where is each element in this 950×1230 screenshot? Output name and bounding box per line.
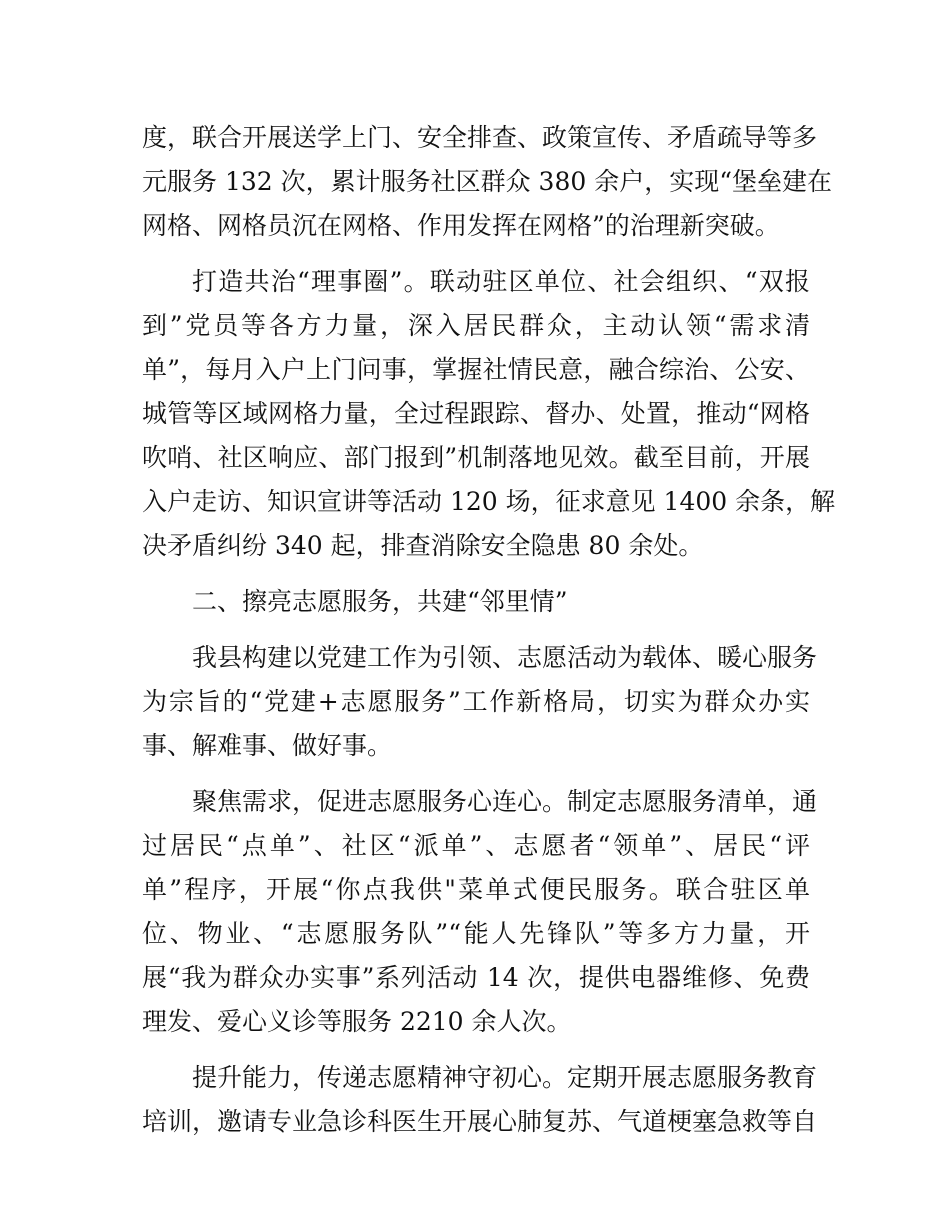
text-line: 单”，每月入户上门问事，掌握社情民意，融合综治、公安、 [142,355,810,384]
section-heading [142,580,810,624]
text-line: 度，联合开展送学上门、安全排查、政策宣传、矛盾疏导等多 [142,123,818,152]
text-line: 元服务 132 次，累计服务社区群众 380 余户，实现“堡垒建在 [142,167,833,196]
text-line: 到”党员等各方力量，深入居民群众，主动认领“需求清 [142,311,810,340]
document-body [142,116,836,1144]
text-line: 位、物业、“志愿服务队”“能人先锋队”等多方力量，开 [142,919,810,948]
text-line: 城管等区域网格力量，全过程跟踪、督办、处置，推动“网格 [142,399,810,428]
text-line: 理发、爱心义诊等服务 2210 余人次。 [142,1007,572,1036]
text-line: 决矛盾纠纷 340 起，排查消除安全隐患 80 余处。 [142,531,704,560]
text-line: 单”程序，开展“你点我供"菜单式便民服务。联合驻区单 [142,875,810,904]
text-line: 入户走访、知识宣讲等活动 120 场，征求意见 1400 余条，解 [142,487,836,516]
paragraph-grid-service-result [142,116,833,248]
text-line: 吹哨、社区响应、部门报到”机制落地见效。截至目前，开展 [142,443,810,472]
text-line: 过居民“点单”、社区“派单”、志愿者“领单”、居民“评 [142,831,810,860]
text-line: 提升能力，传递志愿精神守初心。定期开展志愿服务教育 [192,1063,818,1092]
text-line: 为宗旨的“党建+志愿服务”工作新格局，切实为群众办实 [142,687,810,716]
paragraph-focus-needs [142,780,818,1044]
paragraph-volunteer-intro [142,636,818,768]
section-heading-text: 二、擦亮志愿服务，共建“邻里情” [192,587,568,616]
paragraph-co-governance [142,260,836,568]
text-line: 事、解难事、做好事。 [142,731,393,760]
text-line: 打造共治“理事圈”。联动驻区单位、社会组织、“双报 [192,267,810,296]
text-line: 我县构建以党建工作为引领、志愿活动为载体、暖心服务 [192,643,818,672]
text-line: 聚焦需求，促进志愿服务心连心。制定志愿服务清单，通 [192,787,818,816]
text-line: 展“我为群众办实事”系列活动 14 次，提供电器维修、免费 [142,963,810,992]
text-line: 网格、网格员沉在网格、作用发挥在网格”的治理新突破。 [142,211,780,240]
paragraph-improve-capacity [142,1056,818,1144]
text-line: 培训，邀请专业急诊科医生开展心肺复苏、气道梗塞急救等自 [142,1107,818,1136]
